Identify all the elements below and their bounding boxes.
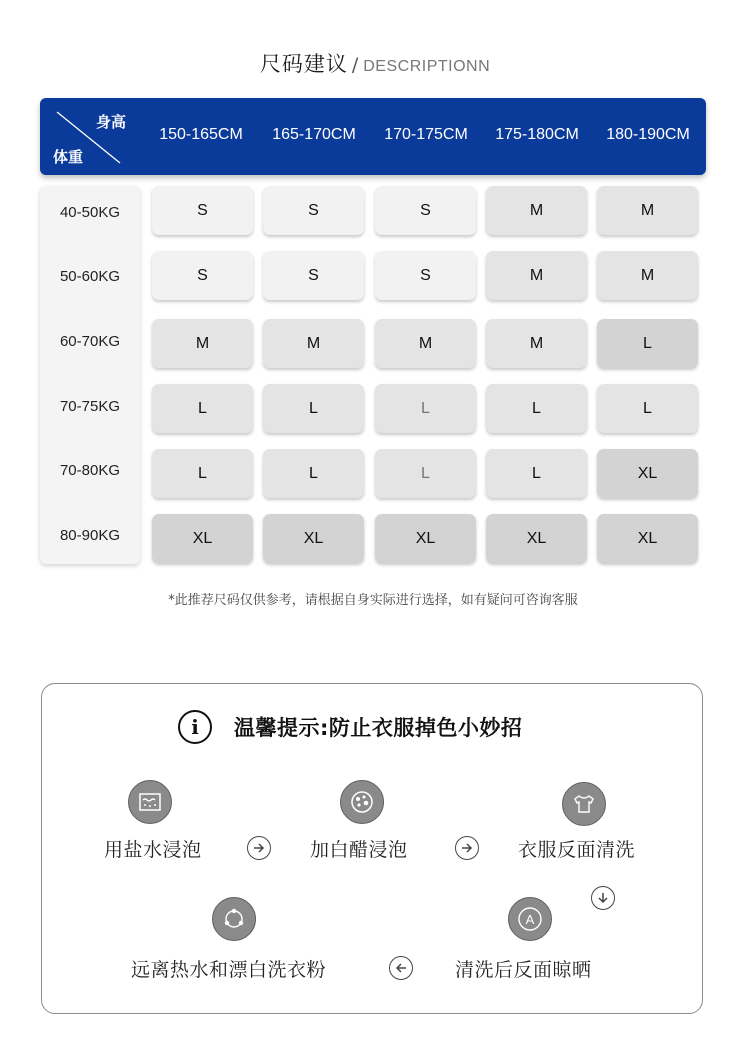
disclaimer-note: *此推荐尺码仅供参考，请根据自身实际进行选择，如有疑问可咨询客服 [168, 593, 578, 608]
svg-text:A: A [525, 912, 535, 927]
step-avoid-hot-bleach: 远离热水和漂白洗衣粉 [131, 959, 327, 981]
size-cell: L [152, 384, 253, 433]
weight-label-row-5: 70-80KG [59, 462, 121, 479]
size-cell: M [486, 319, 587, 368]
step-shirt-inside-out: 衣服反面清洗 [518, 839, 636, 861]
weight-label-row-1: 40-50KG [59, 204, 121, 221]
size-cell: L [375, 449, 476, 498]
size-cell: XL [486, 514, 587, 563]
height-label: 身高 [96, 113, 127, 131]
size-cell: L [486, 449, 587, 498]
vinegar-icon [340, 780, 384, 824]
arrow-right-icon [455, 836, 479, 860]
size-cell: XL [597, 449, 698, 498]
hang-dry-icon [508, 897, 552, 941]
size-cell: M [486, 251, 587, 300]
title-sub: DESCRIPTIONN [363, 58, 491, 75]
weight-column [40, 186, 140, 564]
height-column-2: 165-170CM [272, 126, 356, 143]
care-tips-title: 温馨提示:防止衣服掉色小妙招 [234, 716, 523, 740]
weight-label-row-6: 80-90KG [59, 527, 121, 544]
weight-label-row-3: 60-70KG [59, 333, 121, 350]
size-cell: M [152, 319, 253, 368]
height-column-1: 150-165CM [159, 126, 243, 143]
info-icon: i [178, 710, 212, 744]
size-cell: S [263, 251, 364, 300]
weight-label-row-4: 70-75KG [59, 398, 121, 415]
size-cell: XL [597, 514, 698, 563]
size-cell: S [263, 186, 364, 235]
step-vinegar: 加白醋浸泡 [310, 839, 408, 861]
header-corner [40, 98, 150, 175]
title-main: 尺码建议 [259, 52, 348, 76]
size-cell: M [597, 186, 698, 235]
care-tips-heading [178, 708, 522, 746]
shirt-icon [562, 782, 606, 826]
step-hang-dry: 清洗后反面晾晒 [455, 959, 592, 981]
size-cell: L [486, 384, 587, 433]
size-cell: S [152, 251, 253, 300]
size-cell: L [375, 384, 476, 433]
size-cell: L [597, 319, 698, 368]
height-column-5: 180-190CM [606, 126, 690, 143]
size-cell: S [375, 186, 476, 235]
size-cell: M [263, 319, 364, 368]
salt-water-icon [128, 780, 172, 824]
size-cell: L [263, 449, 364, 498]
page-title [0, 48, 750, 78]
size-cell: M [597, 251, 698, 300]
height-column-4: 175-180CM [495, 126, 579, 143]
arrow-down-icon [591, 886, 615, 910]
title-separator: / [351, 54, 360, 76]
size-table-header [40, 98, 706, 175]
size-cell: XL [263, 514, 364, 563]
arrow-left-icon [389, 956, 413, 980]
size-cell: M [375, 319, 476, 368]
step-salt-water: 用盐水浸泡 [104, 839, 202, 861]
size-cell: S [152, 186, 253, 235]
arrow-right-icon [247, 836, 271, 860]
size-cell: L [263, 384, 364, 433]
size-cell: M [486, 186, 587, 235]
no-bleach-icon [212, 897, 256, 941]
size-cell: XL [152, 514, 253, 563]
weight-label-row-2: 50-60KG [59, 268, 121, 285]
size-cell: S [375, 251, 476, 300]
size-cell: L [597, 384, 698, 433]
size-cell: L [152, 449, 253, 498]
height-column-3: 170-175CM [384, 126, 468, 143]
size-cell: XL [375, 514, 476, 563]
weight-label: 体重 [53, 148, 84, 166]
